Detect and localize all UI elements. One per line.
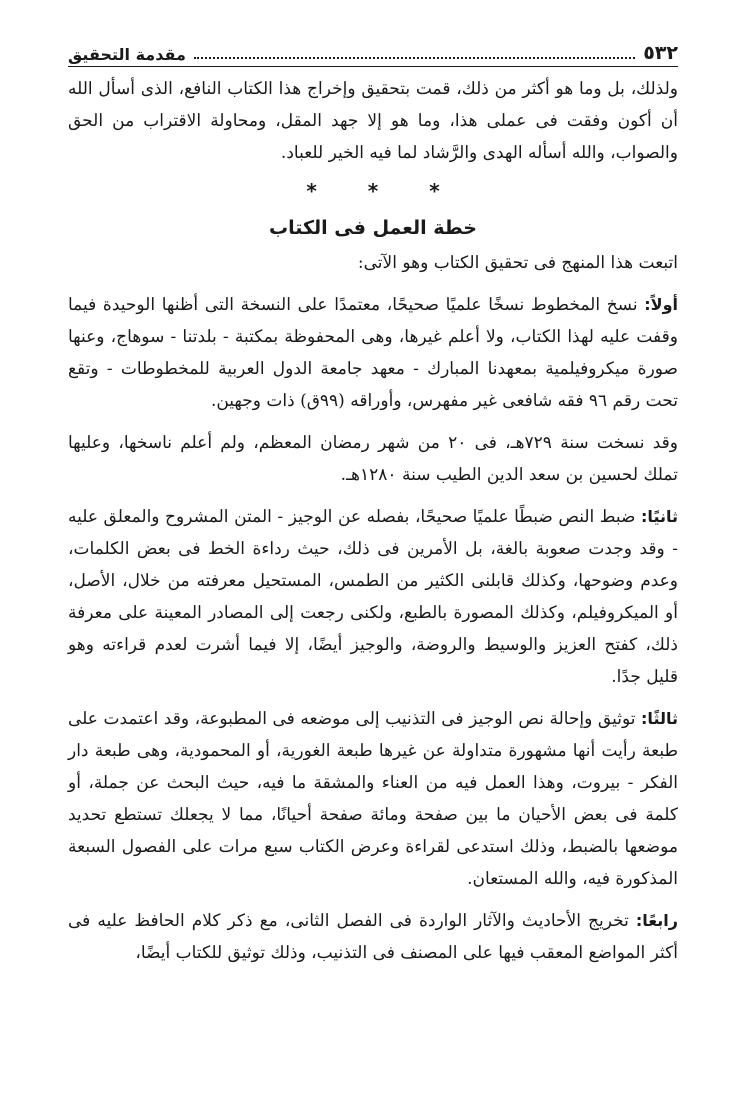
copy-note: وقد نسخت سنة ٧٢٩هـ، فى ٢٠ من شهر رمضان المعظم، ولم أعلم ناسخها، وعليها تملك لحسين بن سعد الدين الطيب سنة ١٢٨٠هـ. [68, 433, 678, 485]
page-number: ٥٣٢ [643, 42, 678, 64]
point-third-text: توثيق وإحالة نص الوجيز فى التذنيب إلى موضعه فى المطبوعة، وقد اعتمدت على طبعة رأيت أنها مشهورة متداولة عن غيرها طبعة الغورية، أو المحمودية، وهى طبعة دار الفكر - بيروت، وهذا العمل فيه من العناء والمشقة ما فيه، حيث البحث عن جملة، أو كلمة فى بعض الأحيان ما بين صفحة ومائة صفحة أحيانًا، مما لا يجعلك تستطع تحديد موضعها بالضبط، وذلك استدعى لقراءة وعرض الكتاب سبع مرات على الفصول السبعة المذكورة فيه، والله المستعان. [68, 709, 678, 889]
page-header [68, 36, 678, 67]
point-fourth-lead: رابعًا: [635, 911, 678, 930]
point-second-text: ضبط النص ضبطًا علميًا صحيحًا، بفصله عن الوجيز - المتن المشروح والمعلق عليه - وقد وجدت صعوبة بالغة، بل الأمرين فى ذلك، حيث رداءة الخط فى بعض الكلمات، وعدم وضوحها، وكذلك قابلنى الكثير من الطمس، المستحيل معرفته من خلال، الأصل، أو الميكروفيلم، وكذلك المصورة بالطبع، ولكنى رجعت إلى المصادر المعينة على معرفة ذلك، كفتح العزيز والوسيط والروضة، والوجيز أيضًا، إلا فيما أشرت لعدم قراءته وهو قليل جدًا. [68, 507, 678, 687]
header-dotted-leader [194, 57, 635, 59]
point-second [68, 501, 678, 693]
section-separator: * * * [306, 179, 462, 203]
point-third-lead: ثالثًا: [641, 709, 678, 728]
section-intro: اتبعت هذا المنهج فى تحقيق الكتاب وهو الآتى: [357, 253, 678, 273]
point-first-text: نسخ المخطوط نسخًا علميًا صحيحًا، معتمدًا على النسخة التى أظنها الوحيدة فيما وقفت عليه لهذا الكتاب، ولا أعلم غيرها، وهى المحفوظة بمكتبة - بلدتنا - سوهاج، وعنها صورة ميكروفيلمية بمعهدنا المبارك - معهد جامعة الدول العربية للمخطوطات - وتقع تحت رقم ٩٦ فقه شافعى غير مفهرس، وأوراقه (٩٩ق) ذات وجهين. [68, 295, 678, 411]
running-title: مقدمة التحقيق [68, 45, 186, 64]
point-first-lead: أولاً: [644, 295, 678, 314]
point-third [68, 703, 678, 895]
intro-paragraph: ولذلك، بل وما هو أكثر من ذلك، قمت بتحقيق وإخراج هذا الكتاب النافع، الذى أسأل الله أن أكون وفقت فى عملى هذا، وما هو إلا جهد المقل، ومحاولة الاقتراب من الحق والصواب، والله أسأله الهدى والرَّشاد لما فيه الخير للعباد. [68, 79, 678, 163]
point-fourth-text: تخريج الأحاديث والآثار الواردة فى الفصل الثانى، مع ذكر كلام الحافظ عليه فى أكثر المواضع المعقب فيها على المصنف فى التذنيب، وذلك توثيق للكتاب أيضًا، [68, 911, 678, 963]
point-first [68, 289, 678, 417]
point-second-lead: ثانيًا: [641, 507, 678, 526]
section-title: خطة العمل فى الكتاب [269, 217, 477, 239]
point-fourth [68, 905, 678, 969]
